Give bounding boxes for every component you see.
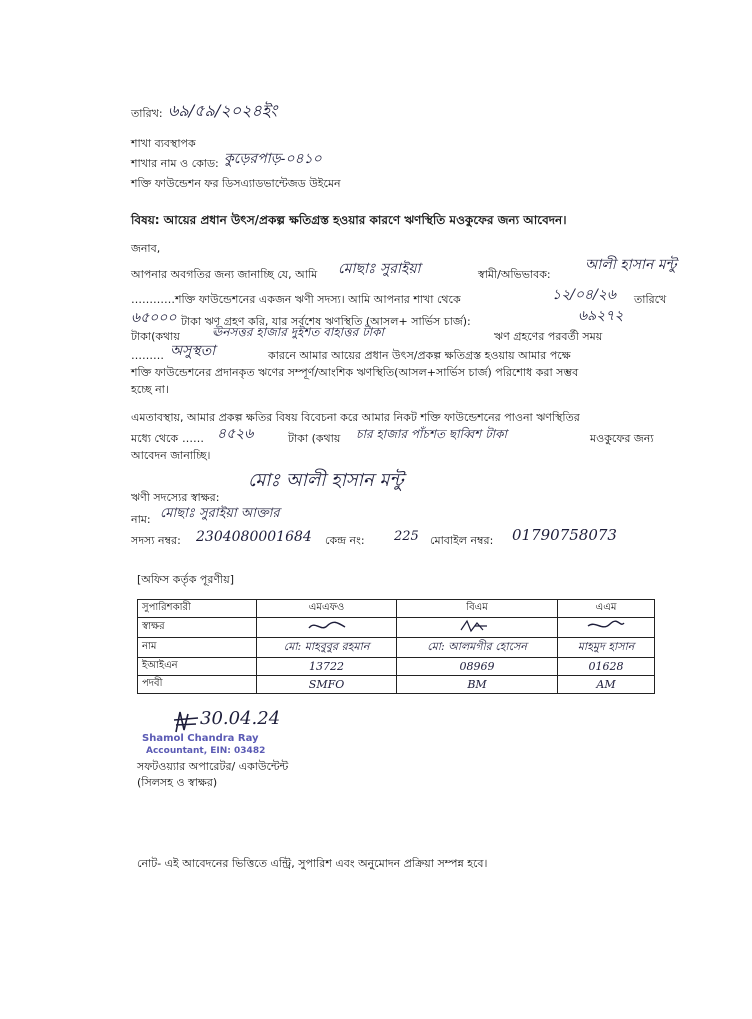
body-line-2b: তারিখে	[634, 293, 667, 306]
footer-note: নোট- এই আবেদনের ভিত্তিতে এন্ট্রি, সুপারিশ এবং অনুমোদন প্রক্রিয়া সম্পন্ন হবে।	[137, 857, 488, 870]
table-cell: মো: আলমগীর হোসেন	[397, 638, 558, 658]
signature-cell	[397, 618, 558, 638]
para2-line-1: এমতাবস্থায়, আমার প্রকল্প ক্ষতির বিষয় বিবেচনা করে আমার নিকট শক্তি ফাউন্ডেশনের পাওনা ঋণস্থিতির	[131, 411, 580, 424]
balance-words-handwritten: ঊনসত্তর হাজার দুইশত বাহাত্তর টাকা	[212, 325, 384, 339]
accountant-title: সফটওয়্যার অপারেটর/ একাউন্টেন্ট	[137, 760, 289, 773]
table-row	[138, 676, 655, 694]
table-cell: 01628	[558, 658, 655, 676]
table-row	[138, 658, 655, 676]
table-header-cell: বিএম	[397, 600, 558, 618]
para2-line-2a: মধ্যে থেকে	[131, 432, 179, 445]
body-line-4a: টাকা(কথায়	[131, 330, 180, 343]
body-line-2a: …………শক্তি ফাউন্ডেশনের একজন ঋণী সদস্য। আমি আপনার শাখা থেকে	[131, 293, 461, 306]
waiver-amount-handwritten: ৪৫২৬	[217, 426, 254, 442]
table-cell: মাহমুদ হাসান	[558, 638, 655, 658]
table-header-cell: এএম	[558, 600, 655, 618]
member-name-handwritten: মোছাঃ সুরাইয়া	[338, 261, 421, 277]
reason-handwritten: অসুস্থতা	[170, 343, 216, 359]
waiver-words-handwritten: চার হাজার পাঁচশত ছাব্বিশ টাকা	[356, 427, 507, 441]
member-signature: মোঃ আলী হাসান মন্টু	[248, 470, 404, 491]
balance-handwritten: ৬৯২৭২	[578, 308, 624, 324]
table-cell: AM	[558, 676, 655, 694]
mobile-value: 01790758073	[512, 526, 617, 544]
row-label: পদবী	[138, 676, 257, 694]
para2-line-3: আবেদন জানাচ্ছি।	[131, 449, 211, 462]
para2-line-2b: টাকা (কথায়	[288, 432, 341, 445]
accountant-stamp-name: Shamol Chandra Ray	[142, 733, 259, 744]
table-row	[138, 600, 655, 618]
signature-cell	[257, 618, 397, 638]
accountant-date: 30.04.24	[200, 708, 281, 729]
row-label: ইআইএন	[138, 658, 257, 676]
table-row	[138, 618, 655, 638]
table-cell: SMFO	[257, 676, 397, 694]
body-line-5a: কারনে আমার আয়ের প্রধান উৎস/প্রকল্প ক্ষতিগ্রস্ত হওয়ায় আমার পক্ষে	[268, 349, 571, 362]
para2-dots: ……	[182, 432, 204, 445]
table-header-cell: সুপারিশকারী	[138, 600, 257, 618]
member-number-label: সদস্য নম্বর:	[131, 534, 181, 547]
table-cell: BM	[397, 676, 558, 694]
body-line-1a: আপনার অবগতির জন্য জানাচ্ছি যে, আমি	[131, 268, 318, 281]
table-row	[138, 638, 655, 658]
body-line-6: শক্তি ফাউন্ডেশনের প্রদানকৃত ঋণের সম্পূর্ণ/আংশিক ঋণস্থিতি(আসল+সার্ভিস চার্জ) পরিশোধ করা সম্ভব	[131, 366, 579, 379]
center-code-value: 225	[394, 529, 419, 544]
row-label: স্বাক্ষর	[138, 618, 257, 638]
table-cell: 08969	[397, 658, 558, 676]
organization-line: শক্তি ফাউন্ডেশন ফর ডিসএ্যাডভান্টেজড উইমেন	[131, 177, 341, 190]
branch-value: কুড়েরপাড়-০৪১০	[224, 151, 322, 167]
loan-date-handwritten: ১২/০৪/২৬	[552, 287, 617, 303]
date-label: তারিখ:	[131, 107, 163, 120]
member-number-value: 2304080001684	[196, 529, 312, 545]
signature-cell	[558, 618, 655, 638]
loan-amount-handwritten: ৬৫০০০	[131, 310, 177, 326]
table-cell: মো: মাহবুবুর রহমান	[257, 638, 397, 658]
recipient-line: শাখা ব্যবস্থাপক	[131, 137, 196, 150]
body-line-7: হচ্ছে না।	[131, 383, 169, 396]
member-name-value: মোছাঃ সুরাইয়া আক্তার	[160, 506, 280, 521]
seal-note: (সিলসহ ও স্বাক্ষর)	[137, 776, 218, 789]
member-signature-label: ঋণী সদস্যের স্বাক্ষর:	[131, 491, 220, 504]
table-cell: 13722	[257, 658, 397, 676]
row-label: নাম	[138, 638, 257, 658]
salutation: জনাব,	[131, 242, 161, 255]
mobile-label: মোবাইল নম্বর:	[430, 534, 494, 547]
body-line-3a: টাকা ঋণ গ্রহণ করি, যার সর্বশেষ ঋণস্থিতি (আসল+ সার্ভিস চার্জ):	[181, 315, 471, 328]
subject-line: বিষয়: আয়ের প্রধান উৎস/প্রকল্প ক্ষতিগ্রস্ত হওয়ার কারণে ঋণস্থিতি মওকুফের জন্য আবেদন।	[131, 213, 567, 227]
body-line-1b: স্বামী/অভিভাবক:	[478, 268, 551, 281]
branch-label: শাখার নাম ও কোড:	[131, 157, 219, 170]
date-value: ৬৯/৫৯/২০২৪ইং	[168, 101, 278, 120]
office-caption: [অফিস কর্তৃক পূরণীয়]	[137, 573, 234, 586]
guardian-handwritten: আলী হাসান মন্টু	[585, 257, 677, 273]
body-line-5-dots: ………	[131, 349, 164, 362]
table-header-cell: এমএফও	[257, 600, 397, 618]
center-code-label: কেন্দ্র নং:	[325, 534, 365, 547]
para2-line-2c: মওকুফের জন্য	[590, 432, 654, 445]
office-table	[137, 599, 655, 694]
member-name-label: নাম:	[131, 513, 151, 526]
body-line-4b: ঋণ গ্রহণের পরবর্তী সময়	[494, 330, 603, 343]
accountant-stamp-title: Accountant, EIN: 03482	[146, 746, 266, 756]
